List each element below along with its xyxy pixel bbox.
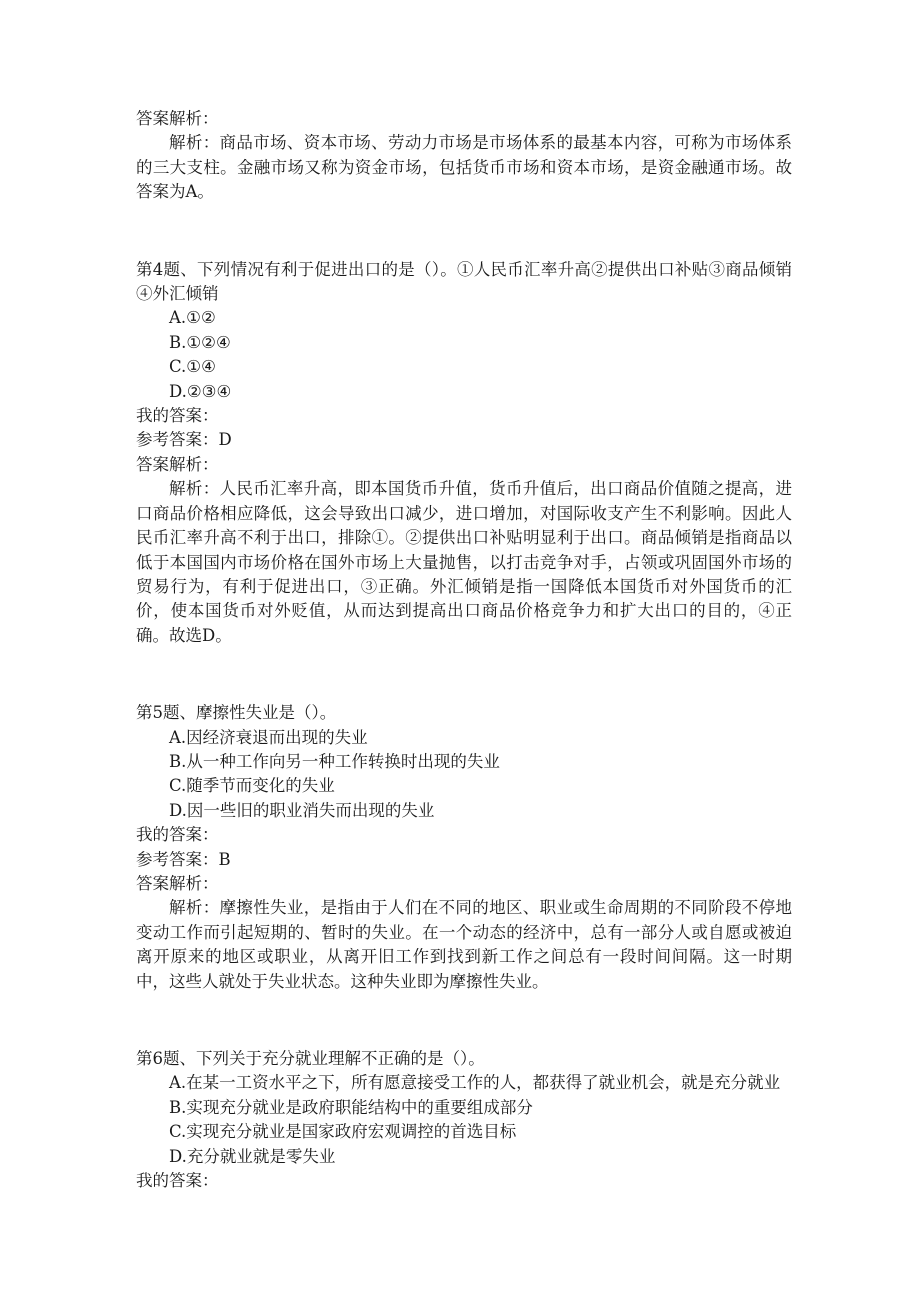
q6-option-d: D.充分就业就是零失业 xyxy=(169,1146,336,1166)
document-content xyxy=(136,107,792,1193)
q4-ref-answer: 参考答案：D xyxy=(136,430,232,450)
q5-stem: 第5题、摩擦性失业是（）。 xyxy=(136,703,337,723)
q4-analysis: 解析：人民币汇率升高，即本国货币升值，货币升值后，出口商品价值随之提高，进口商品价格相应降低，这会导致出口减少，进口增加，对国际收支产生不利影响。因此人民币汇率升高不利于出口，排除①。②提供出口补贴明显利于出口。商品倾销是指商品以低于本国国内市场价格在国外市场上大量抛售，以打击竞争对手，占领或巩固国外市场的贸易行为，有利于促进出口，③正确。外汇倾销是指一国降低本国货币对外国货币的汇价，使本国货币对外贬值，从而达到提高出口商品价格竞争力和扩大出口的目的，④正确。故选D。 xyxy=(136,479,792,645)
q5-option-a: A.因经济衰退而出现的失业 xyxy=(169,727,368,747)
q5-option-d: D.因一些旧的职业消失而出现的失业 xyxy=(169,800,435,820)
q4-option-d: D.②③④ xyxy=(169,381,232,401)
q4-option-a: A.①② xyxy=(169,308,216,328)
spacer xyxy=(136,994,792,1047)
q5-analysis-label: 答案解析： xyxy=(136,873,219,893)
prev-analysis-label: 答案解析： xyxy=(136,109,219,128)
q5-ref-answer: 参考答案：B xyxy=(136,849,231,869)
q4-analysis-label: 答案解析： xyxy=(136,454,219,474)
prev-analysis-text: 解析：商品市场、资本市场、劳动力市场是市场体系的最基本内容，可称为市场体系的三大支柱。金融市场又称为资金市场，包括货币市场和资本市场，是资金融通市场。故答案为A。 xyxy=(136,133,792,202)
q5-analysis: 解析：摩擦性失业，是指由于人们在不同的地区、职业或生命周期的不同阶段不停地变动工作而引起短期的、暂时的失业。在一个动态的经济中，总有一部分人或自愿或被迫离开原来的地区或职业，从离开旧工作到找到新工作之间总有一段时间间隔。这一时期中，这些人就处于失业状态。这种失业即为摩擦性失业。 xyxy=(136,898,792,991)
q6-option-a: A.在某一工资水平之下，所有愿意接受工作的人，都获得了就业机会，就是充分就业 xyxy=(169,1073,781,1093)
q4-stem: 第4题、下列情况有利于促进出口的是（）。①人民币汇率升高②提供出口补贴③商品倾销④外汇倾销 xyxy=(136,259,792,304)
spacer xyxy=(136,648,792,701)
q5-my-answer: 我的答案： xyxy=(136,825,219,845)
spacer xyxy=(136,205,792,258)
q6-option-c: C.实现充分就业是国家政府宏观调控的首选目标 xyxy=(169,1122,517,1142)
q4-option-b: B.①②④ xyxy=(169,332,231,352)
q6-option-b: B.实现充分就业是政府职能结构中的重要组成部分 xyxy=(169,1097,533,1117)
q5-option-c: C.随季节而变化的失业 xyxy=(169,776,335,796)
q4-my-answer: 我的答案： xyxy=(136,406,219,426)
q5-option-b: B.从一种工作向另一种工作转换时出现的失业 xyxy=(169,751,500,771)
q4-option-c: C.①④ xyxy=(169,357,216,377)
q6-my-answer: 我的答案： xyxy=(136,1171,219,1191)
q6-stem: 第6题、下列关于充分就业理解不正确的是（）。 xyxy=(136,1049,485,1068)
